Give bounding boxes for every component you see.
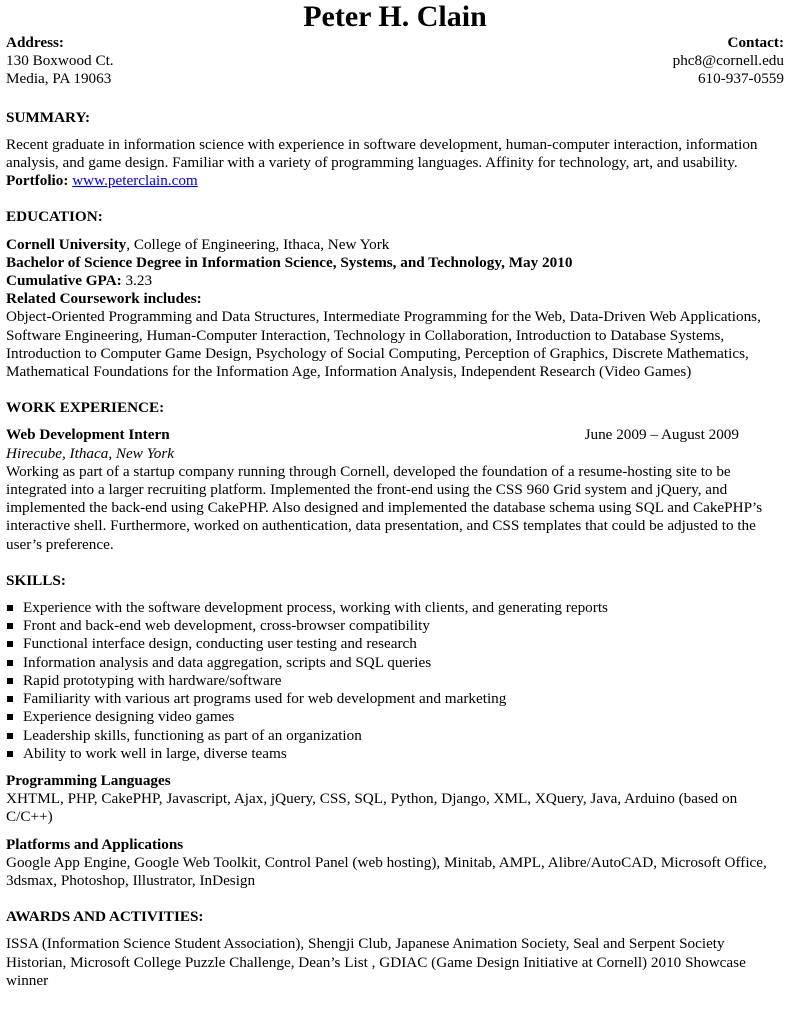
job-description: Working as part of a startup company running through Cornell, developed the foundation of a resume-hosting site to be integrated into a larger recruiting platform. Implemented the front-end using the CSS 960 Grid system and jQuery, and implemented the back-end using CakePHP. Also designed and implemented the database schema using SQL and CakePHP’s interactive shell. Furthermore, worked on authentication, data presentation, and CSS templates that could be adjusted to the user’s preference. — [6, 462, 763, 553]
contact-block — [673, 34, 784, 89]
portfolio-label: Portfolio: — [6, 172, 69, 190]
summary-section — [6, 109, 784, 191]
address-line1: 130 Boxwood Ct. — [6, 52, 114, 70]
skill-item: Rapid prototyping with hardware/software — [6, 672, 784, 690]
platforms-text: Google App Engine, Google Web Toolkit, Control Panel (web hosting), Minitab, AMPL, Alibre/AutoCAD, Microsoft Office, 3dsmax, Photoshop, Illustrator, InDesign — [6, 853, 767, 889]
school-name: Cornell University — [6, 235, 127, 253]
gpa-label: Cumulative GPA: — [6, 272, 122, 290]
education-heading: EDUCATION: — [6, 208, 103, 226]
languages-heading: Programming Languages — [6, 771, 171, 789]
work-section — [6, 399, 784, 554]
skill-item: Front and back-end web development, cross-browser compatibility — [6, 617, 784, 635]
skill-item: Functional interface design, conducting user testing and research — [6, 635, 784, 653]
contact-label: Contact: — [727, 34, 784, 51]
skill-item: Ability to work well in large, diverse teams — [6, 745, 784, 763]
education-section — [6, 208, 784, 381]
languages-block — [6, 772, 784, 827]
resume-page — [6, 0, 784, 990]
address-line2: Media, PA 19063 — [6, 70, 112, 88]
gpa-value: 3.23 — [121, 272, 153, 290]
awards-section — [6, 908, 784, 990]
portfolio-line — [6, 172, 784, 190]
coursework-text: Object-Oriented Programming and Data Structures, Intermediate Programming for the Web, Data-Driven Web Applications, Software Engineering, Human-Computer Interaction, Technology in Collaboration, Introduction to Database Systems, Introduction to Computer Game Design, Psychology of Social Computing, Perception of Graphics, Discrete Mathematics, Mathematical Foundations for the Information Age, Information Analysis, Independent Research (Video Games) — [6, 308, 761, 381]
gpa-line — [6, 272, 784, 290]
languages-text: XHTML, PHP, CakePHP, Javascript, Ajax, jQuery, CSS, SQL, Python, Django, XML, XQuery, Java, Arduino (based on C/C++) — [6, 790, 738, 826]
work-heading: WORK EXPERIENCE: — [6, 399, 165, 417]
contact-email: phc8@cornell.edu — [672, 52, 784, 70]
skills-heading: SKILLS: — [6, 571, 66, 589]
skill-item: Experience with the software development process, working with clients, and generating reports — [6, 599, 784, 617]
skills-section — [6, 572, 784, 890]
portfolio-link[interactable]: www.peterclain.com — [72, 172, 198, 190]
skill-item: Information analysis and data aggregation, scripts and SQL queries — [6, 654, 784, 672]
contact-header — [6, 34, 784, 89]
skills-list — [6, 599, 784, 763]
degree: Bachelor of Science Degree in Information Science, Systems, and Technology, May 2010 — [6, 253, 573, 271]
awards-heading: AWARDS AND ACTIVITIES: — [6, 908, 204, 926]
school-line — [6, 236, 784, 254]
school-detail: , College of Engineering, Ithaca, New York — [126, 235, 390, 253]
summary-heading: SUMMARY: — [6, 108, 91, 126]
address-label: Address: — [6, 34, 64, 51]
skill-item: Familiarity with various art programs used for web development and marketing — [6, 690, 784, 708]
job-header — [6, 426, 739, 444]
job-title: Web Development Intern — [6, 426, 170, 444]
job-dates: June 2009 – August 2009 — [584, 426, 739, 444]
contact-phone: 610-937-0559 — [697, 70, 784, 88]
coursework-label: Related Coursework includes: — [6, 290, 202, 308]
awards-text: ISSA (Information Science Student Association), Shengji Club, Japanese Animation Society, Seal and Serpent Society Historian, Microsoft College Puzzle Challenge, Dean’s List , GDIAC (Game Design Initiative at Cornell) 2010 Showcase winner — [6, 935, 746, 989]
platforms-heading: Platforms and Applications — [6, 835, 184, 853]
summary-text: Recent graduate in information science with experience in software development, human-computer interaction, information analysis, and game design. Familiar with a variety of programming languages. Affinity for technology, art, and usability. — [6, 135, 758, 172]
skill-item: Leadership skills, functioning as part of an organization — [6, 727, 784, 745]
resume-name: Peter H. Clain — [303, 0, 487, 33]
address-block — [6, 34, 114, 89]
job-company: Hirecube, Ithaca, New York — [6, 444, 175, 462]
skill-item: Experience designing video games — [6, 708, 784, 726]
platforms-block — [6, 836, 784, 891]
